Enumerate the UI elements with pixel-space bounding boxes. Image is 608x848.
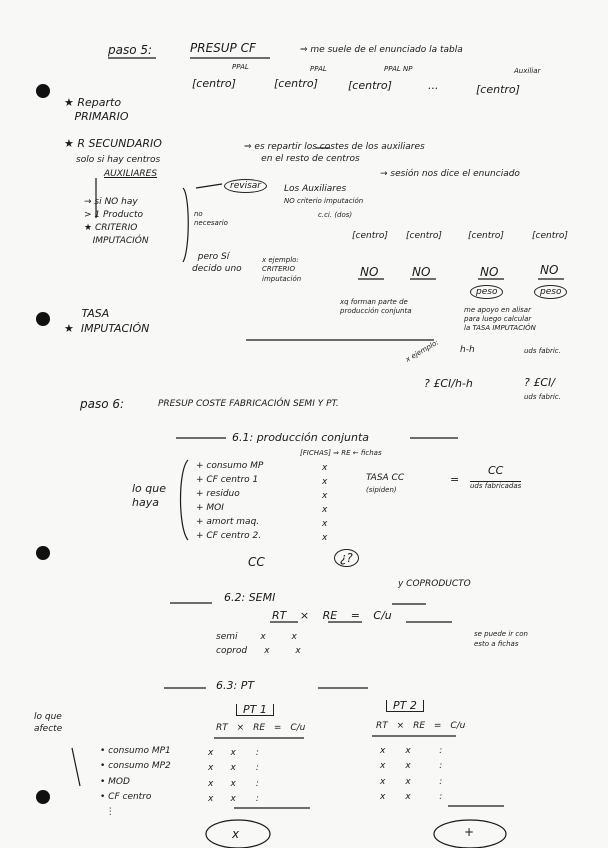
list-item: + CF centro 1	[196, 474, 259, 485]
list-item: consumo MP2	[108, 761, 171, 772]
tasa-imputacion: TASA ★ IMPUTACIÓN	[64, 307, 150, 336]
items-6-3: • consumo MP1 • consumo MP2 • MOD • CF centro ⋮	[100, 746, 171, 818]
formula-6-2: RT × RE = C/u	[272, 609, 392, 622]
ejemplo-2: x ejemplo:	[404, 338, 441, 364]
x-column-pt2: x x : x x : x x : x x :	[380, 746, 443, 802]
pero-si: pero Sí decido uno	[192, 252, 242, 274]
list-item: consumo MP1	[108, 746, 171, 756]
centro-box: [centro]	[352, 231, 388, 241]
equals: =	[450, 473, 460, 486]
pt1-box: PT 1	[236, 704, 274, 716]
tasa-cc: TASA CC (sipiden)	[366, 473, 405, 495]
centro-box: [centro]	[476, 83, 520, 96]
no-necesario: no necesario	[194, 210, 228, 228]
paso5-title: paso 5:	[108, 43, 153, 57]
note-6-2: se puede ir con esto a fichas	[474, 630, 528, 648]
uds-label: uds fabric.	[524, 347, 561, 355]
rows-6-2: semi x x coprod x x	[216, 632, 301, 657]
binder-hole	[36, 84, 50, 98]
centro-box: [centro]	[192, 77, 236, 90]
r-secundario-cond: solo si hay centros	[76, 155, 161, 165]
pt2-box: PT 2	[386, 700, 424, 712]
r-secundario-aux: AUXILIARES	[104, 169, 158, 179]
centro-box: [centro]	[348, 79, 392, 92]
centro-box: [centro]	[406, 231, 442, 241]
los-auxiliares: Los Auxiliares NO criterio imputación	[284, 184, 364, 205]
paso6-heading: PRESUP COSTE FABRICACIÓN SEMI Y PT.	[158, 399, 339, 409]
binder-hole	[36, 312, 50, 326]
list-item: + consumo MP	[196, 461, 264, 471]
cc-question: ¿?	[334, 552, 359, 564]
formula-6-3-pt1: RT × RE = C/u	[216, 723, 306, 733]
list-item: ⋮	[105, 807, 115, 818]
lo-que-haya: lo que haya	[132, 482, 167, 510]
section-6-1: 6.1: producción conjunta	[232, 431, 370, 444]
centro-box: [centro]	[532, 231, 568, 241]
section-6-2b: y COPRODUCTO	[398, 579, 471, 589]
eci-hh: ? £CI/h-h	[424, 377, 473, 390]
list-item: + residuo	[196, 488, 240, 499]
lo-que-afecte: lo que afecte	[34, 712, 63, 734]
tasa-note: xq forman parte de producción conjunta	[340, 298, 412, 316]
revisar-tag: revisar	[224, 182, 267, 191]
small-label: Auxiliar	[514, 67, 541, 75]
tasa-note-2: me apoyo en alisar para luego calcular la TASA IMPUTACIÓN	[464, 306, 536, 333]
ejemplo-criterio: x ejemplo: CRITERIO imputación	[262, 256, 302, 283]
r-secundario: ★ R SECUNDARIO	[64, 137, 162, 150]
section-6-2: 6.2: SEMI	[224, 591, 276, 604]
small-label: PPAL	[310, 65, 327, 73]
peso-tag: peso	[470, 288, 503, 297]
reparto-primario: ★ Reparto PRIMARIO	[64, 96, 129, 124]
list-item: MOD	[108, 776, 130, 787]
cc-total: CC	[248, 555, 265, 569]
centro-box: [centro]	[274, 77, 318, 90]
section-6-3: 6.3: PT	[216, 679, 255, 692]
eci-uds: ? £CI/ uds fabric.	[524, 376, 561, 402]
hh-label: h-h	[460, 345, 475, 355]
items-6-1	[196, 460, 263, 544]
small-label: PPAL NP	[384, 65, 413, 73]
cc-fraction: CC uds fabricadas	[470, 464, 522, 491]
sesion-note: → sesión nos dice el enunciado	[380, 169, 520, 179]
x-column-pt1: x x : x x : x x : x x :	[208, 748, 259, 804]
no-mark: NO	[480, 265, 499, 279]
no-mark: NO	[412, 265, 431, 279]
no-mark: NO	[360, 265, 379, 279]
peso-tag: peso	[534, 288, 567, 297]
paso5-note: ⇒ me suele de el enunciado la tabla	[300, 45, 463, 55]
total-plus: +	[464, 825, 475, 839]
list-item: CF centro	[108, 791, 152, 802]
list-item: + amort maq.	[196, 516, 260, 527]
formula-6-3-pt2: RT × RE = C/u	[376, 721, 466, 731]
r-sec-note: ⇒ es repartir los costes de los auxiliares en el resto de centros	[244, 142, 425, 164]
no-mark: NO	[540, 263, 559, 277]
criterio-block: → si NO hay > 1 Producto ★ CRITERIO IMPUTACIÓN	[84, 197, 149, 247]
binder-hole	[36, 546, 50, 560]
centro-ellipsis: ...	[428, 79, 439, 92]
x-column: x x x x x x	[322, 463, 328, 543]
centro-box: [centro]	[468, 231, 504, 241]
list-item: + CF centro 2.	[196, 530, 262, 541]
list-item: + MOI	[196, 502, 224, 513]
fichas-note: [FICHAS] ⇒ RE ← fichas	[300, 449, 382, 457]
small-label: PPAL	[232, 63, 249, 71]
paso5-heading: PRESUP CF	[190, 41, 256, 55]
total-x: x	[232, 827, 240, 841]
binder-hole	[36, 790, 50, 804]
cci-dos: c.ci. (dos)	[318, 211, 353, 219]
paso6-title: paso 6:	[80, 397, 125, 411]
